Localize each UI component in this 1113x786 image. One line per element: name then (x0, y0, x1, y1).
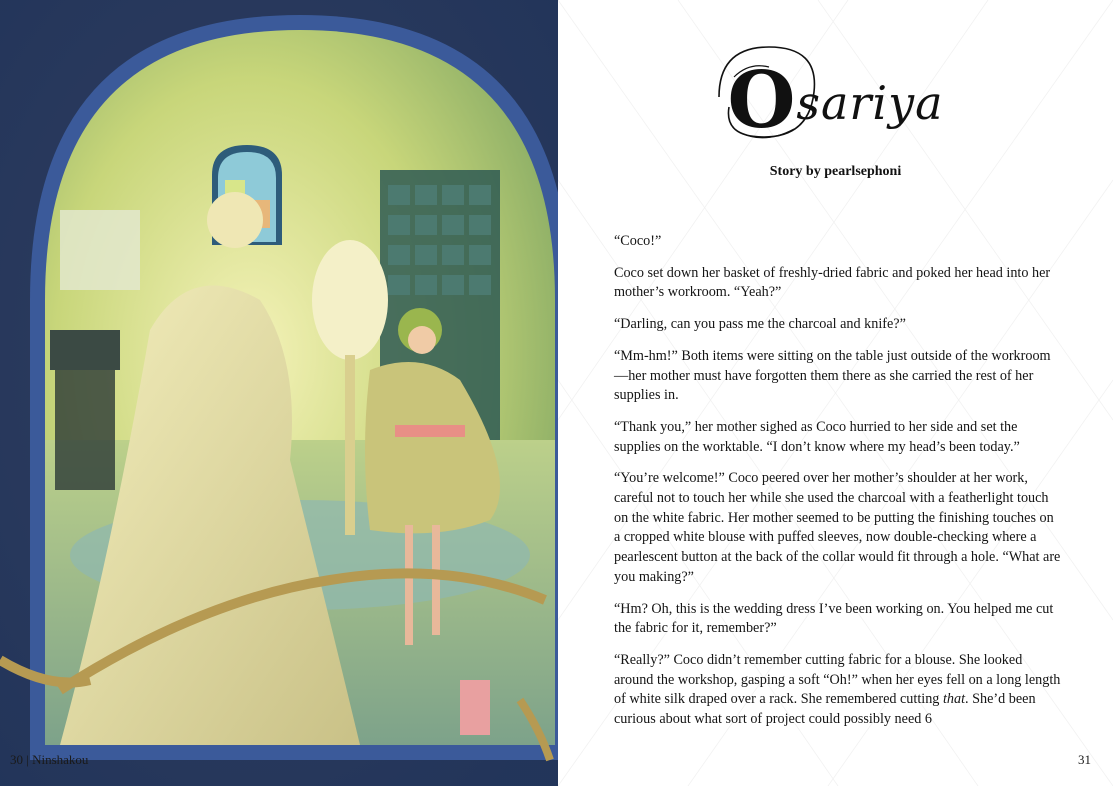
story-title (727, 55, 943, 146)
right-page (558, 0, 1113, 786)
paragraph: Coco set down her basket of freshly-dried fabric and poked her head into her mother’s workroom. “Yeah?” (614, 264, 1051, 301)
title-initial: O (727, 55, 797, 146)
right-page-folio: 31 (1078, 752, 1091, 767)
byline: Story by pearlsephoni (769, 164, 902, 179)
paragraph: “Darling, can you pass me the charcoal and knife?” (614, 316, 906, 333)
paragraph-last (614, 651, 1062, 730)
paragraph: “Coco!” (614, 233, 662, 249)
title-block (558, 55, 1113, 146)
paragraph: “Mm-hm!” Both items were sitting on the table just outside of the workroom—her mother must have forgotten them there as she carried the rest of her supplies in. (614, 347, 1051, 404)
paragraph-text: . She’d been curious about what sort of project could possibly need 6 (614, 691, 1036, 728)
paragraph: “You’re welcome!” Coco peered over her mother’s shoulder at her work, careful not to touch her while she used the charcoal with a featherlight touch on the white fabric. Her mother seemed to be putting the finishing touches on a cropped white blouse with puffed sleeves, now double-checking where a pearlescent button at the back of the collar would fit through a hole. “What are you making?” (614, 470, 1061, 585)
left-page-folio: 30 | Ninshakou (10, 752, 89, 767)
emphasis: that (942, 691, 966, 708)
paragraph-text: “Really?” Coco didn’t remember cutting fabric for a blouse. She looked around the workshop, gasping a soft “Oh!” when her eyes fell on a long length of white silk draped over a rack. She remembered cutting (614, 651, 1061, 708)
title-rest: sariya (796, 76, 944, 130)
story-body (614, 232, 1062, 742)
paragraph: “Thank you,” her mother sighed as Coco hurried to her side and set the supplies on the worktable. “I don’t know where my head’s been today.” (614, 418, 1020, 455)
paragraph: “Hm? Oh, this is the wedding dress I’ve been working on. You helped me cut the fabric for it, remember?” (614, 600, 1054, 637)
